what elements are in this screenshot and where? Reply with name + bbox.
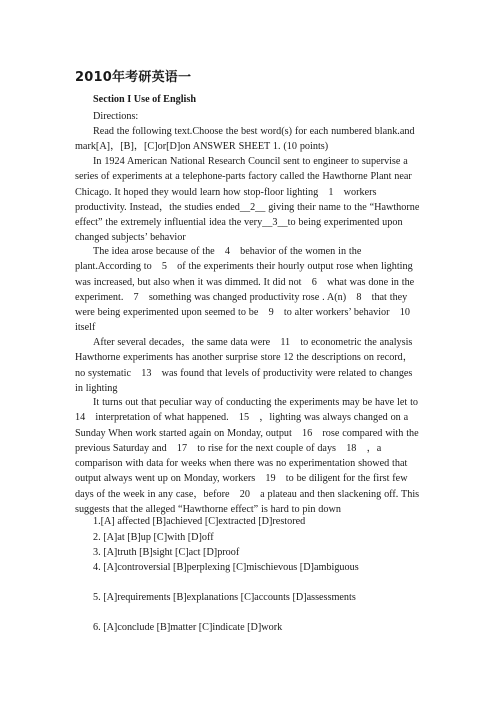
instruction-paragraph: Read the following text.Choose the best word(s) for each numbered blank.and mark[A]，[B]，[C]or[D]on ANSWER SHEET 1. (10 points) [75,126,415,153]
directions-label: Directions: [93,111,139,122]
question-options-5: 5. [A]requirements [B]explanations [C]accounts [D]assessments [93,592,356,603]
question-options-1: 1.[A] affected [B]achieved [C]extracted [D]restored [93,516,306,527]
question-options-2: 2. [A]at [B]up [C]with [D]off [93,532,214,543]
passage-paragraph-4: It turns out that peculiar way of conducting the experiments may be have let to 14 interpretation of what happened. 15 ，lighting was always changed on a Sunday When work started again on Monday, output 16 rose compared with the previous Saturday and 17 to rise for the next couple of days 18 ，a comparison with data for weeks when there was no experimentation showed that output always went up on Monday, workers 19 to be diligent for the first few days of the week in any case，before 20 a plateau and then slackening off. This suggests that the alleged “Hawthorne effect” is hard to pin down [75,397,429,516]
passage-paragraph-2: The idea arose because of the 4 behavior of the women in the plant.According to 5 of the experiments their hourly output rose when lighting was increased, but also when it was dimmed. It did not 6 what was done in the experiment. 7 something was changed productivity rose . A(n) 8 that they were being experimented upon seemed to be 9 to alter workers’ behavior 10 itself [75,246,421,334]
question-options-6: 6. [A]conclude [B]matter [C]indicate [D]work [93,622,283,633]
question-options-4: 4. [A]controversial [B]perplexing [C]mischievous [D]ambiguous [93,562,359,573]
section-title: Section I Use of English [93,94,197,105]
question-options-3: 3. [A]truth [B]sight [C]act [D]proof [93,547,240,558]
document-title: 2010年考研英语一 [75,70,192,85]
passage-paragraph-1: In 1924 American National Research Council sent to engineer to supervise a series of experiments at a telephone-parts factory called the Hawthorne Plant near Chicago. It hoped they would learn how stop-floor lighting 1 workers productivity. Instead，the studies ended__2__ giving their name to the “Hawthorne effect” the extremely influential idea the very__3__to being experimented upon changed subjects’ behavior [75,156,420,244]
passage-paragraph-3: After several decades，the same data were 11 to econometric the analysis Hawthorne experiments has another surprise store 12 the descriptions on record，no systematic 13 was found that levels of productivity were related to changes in lighting [75,337,413,394]
